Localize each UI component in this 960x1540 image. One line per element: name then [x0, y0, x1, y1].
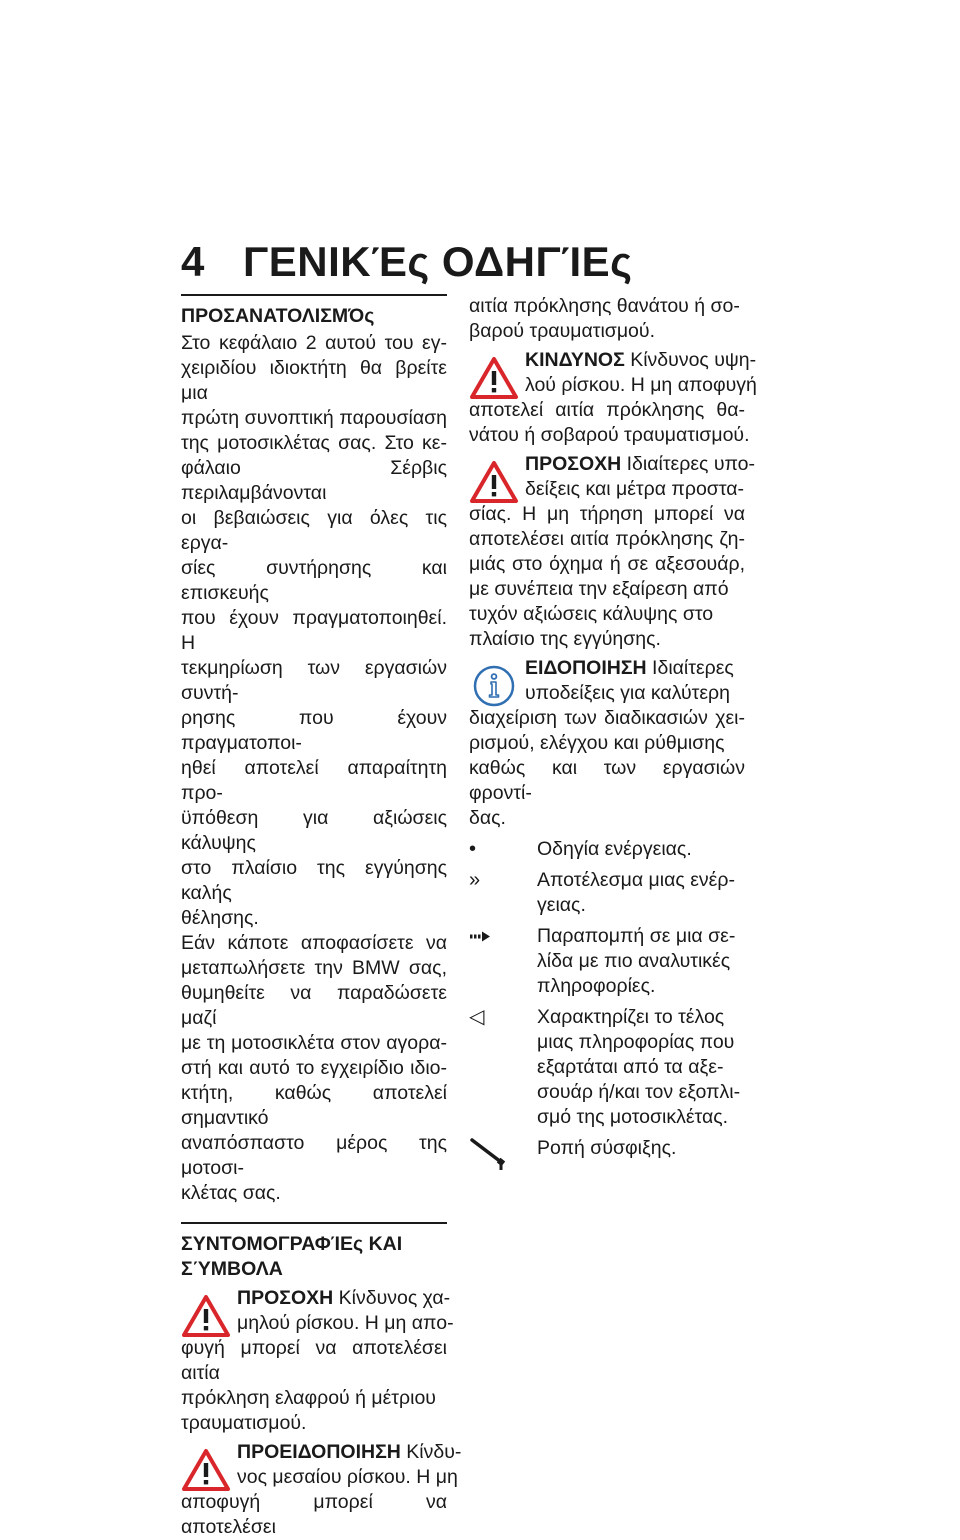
- chapter-number: 4: [181, 238, 205, 285]
- info-icon: [469, 664, 519, 708]
- text-line: ρησης που έχουν πραγματοποι-: [181, 707, 447, 754]
- end-marker-triangle-icon: ◁: [469, 1006, 485, 1028]
- note-line: λού ρίσκου. Η μη αποφυγή: [525, 374, 757, 396]
- note-label: ΠΡΟΣΟΧΗ: [237, 1287, 334, 1309]
- note-line: μιάς στο όχημα ή σε αξεσουάρ,: [469, 553, 745, 575]
- legend-text: μιας πληροφορίας που: [537, 1031, 735, 1053]
- note-warning: [181, 1440, 462, 1540]
- text-line: με τη μοτοσικλέτα στον αγορα-: [181, 1032, 447, 1054]
- note-line: πρόκληση ελαφρού ή μέτριου: [181, 1387, 436, 1409]
- text-line: ηθεί αποτελεί απαραίτητη προ-: [181, 757, 447, 804]
- bullet-icon: •: [469, 838, 477, 860]
- text-line: σίες συντήρησης και επισκευής: [181, 557, 447, 604]
- legend-text: σμό της μοτοσικλέτας.: [537, 1106, 729, 1128]
- text-line: ϋπόθεση για αξιώσεις κάλυψης: [181, 807, 447, 854]
- note-line: καθώς και των εργασιών φροντί-: [469, 757, 745, 804]
- note-line: σίας. Η μη τήρηση μπορεί να: [469, 503, 745, 525]
- legend-item-page-reference: [469, 924, 745, 999]
- text-line: τεκμηρίωση των εργασιών συντή-: [181, 657, 447, 704]
- note-line: νος μεσαίου ρίσκου. Η μη: [237, 1466, 458, 1488]
- legend-text: Ροπή σύσφιξης.: [537, 1137, 677, 1159]
- note-line: πλαίσιο της εγγύησης.: [469, 628, 661, 650]
- note-line: τυχόν αξιώσεις κάλυψης στο: [469, 603, 714, 625]
- left-column: [181, 294, 462, 1540]
- legend-text: Παραπομπή σε μια σε-: [537, 925, 736, 947]
- legend-item-accessory-end: [469, 1005, 745, 1130]
- note-line: δείξεις και μέτρα προστα-: [525, 478, 745, 500]
- section-title-line: ΣΎΜΒΟΛΑ: [181, 1258, 283, 1280]
- note-line: αποτελεί αιτία πρόκλησης θα-: [469, 399, 745, 421]
- text-line: θέλησης.: [181, 907, 259, 929]
- note-line: ρισμού, ελέγχου και ρύθμισης: [469, 732, 725, 754]
- note-text: Ιδιαίτερες υπο-: [621, 453, 756, 475]
- text-line: της μοτοσικλέτας σας. Στο κε-: [181, 432, 447, 454]
- warning-triangle-icon: [181, 1448, 231, 1492]
- note-caution: [181, 1286, 454, 1436]
- note-text: Κίνδυνος υψη-: [624, 349, 757, 371]
- note-line: φυγή μπορεί να αποτελέσει αιτία: [181, 1337, 447, 1384]
- note-line: διαχείριση των διαδικασιών χει-: [469, 707, 745, 729]
- text-line: Στο κεφάλαιο 2 αυτού του εγ-: [181, 332, 447, 354]
- legend-text: λίδα με πιο αναλυτικές: [537, 950, 731, 972]
- note-line: αποτελέσει αιτία πρόκλησης ζη-: [469, 528, 745, 550]
- note-attention: [469, 452, 756, 652]
- note-label: ΠΡΟΣΟΧΗ: [525, 453, 622, 475]
- legend-text: Αποτέλεσμα μιας ενέρ-: [537, 869, 735, 891]
- note-text: Κίνδυ-: [400, 1441, 462, 1463]
- text-line: θυμηθείτε να παραδώσετε μαζί: [181, 982, 447, 1029]
- legend-text: εξαρτάται από τα αξε-: [537, 1056, 724, 1078]
- text-line: κτήτη, καθώς αποτελεί σημαντικό: [181, 1082, 447, 1129]
- note-line: βαρού τραυματισμού.: [469, 320, 655, 342]
- legend-text: Χαρακτηρίζει το τέλος: [537, 1006, 725, 1028]
- chapter-title: ΓΕΝΙΚΈς ΟΔΗΓΊΕς: [243, 238, 633, 285]
- section-title-orientation: ΠΡΟΣΑΝΑΤΟΛΙΣΜΌς: [181, 305, 375, 327]
- note-text: Κίνδυνος χα-: [333, 1287, 451, 1309]
- text-line: χειριδίου ιδιοκτήτη θα βρείτε μια: [181, 357, 447, 404]
- legend-text: γειας.: [537, 894, 586, 916]
- note-label: ΕΙΔΟΠΟΙΗΣΗ: [525, 657, 647, 679]
- text-line: μεταπωλήσετε την BMW σας,: [181, 957, 447, 979]
- result-arrow-icon: »: [469, 869, 481, 891]
- note-text: Ιδιαίτερες: [646, 657, 734, 679]
- section-rule: [181, 294, 447, 296]
- note-label: ΠΡΟΕΙΔΟΠΟΙΗΣΗ: [237, 1441, 401, 1463]
- legend-text: Οδηγία ενέργειας.: [537, 838, 692, 860]
- text-line: οι βεβαιώσεις για όλες τις εργα-: [181, 507, 447, 554]
- section-title-line: ΣΥΝΤΟΜΟΓΡΑΦΊΕς ΚΑΙ: [181, 1233, 403, 1255]
- text-line: φάλαιο Σέρβις περιλαμβάνονται: [181, 457, 447, 504]
- warning-triangle-icon: [469, 460, 519, 504]
- text-line: αναπόσπαστο μέρος της μοτοσι-: [181, 1132, 447, 1179]
- note-label: ΚΙΝΔΥΝΟΣ: [525, 349, 625, 371]
- note-line: δας.: [469, 807, 506, 829]
- legend-item-torque: [469, 1136, 745, 1161]
- warning-triangle-icon: [181, 1294, 231, 1338]
- note-line: αποφυγή μπορεί να αποτελέσει: [181, 1491, 447, 1538]
- legend-text: πληροφορίες.: [537, 975, 656, 997]
- text-line: Εάν κάποτε αποφασίσετε να: [181, 932, 447, 954]
- legend-text: σουάρ ή/και τον εξοπλι-: [537, 1081, 741, 1103]
- note-line: νάτου ή σοβαρού τραυματισμού.: [469, 424, 750, 446]
- page-reference-arrow-icon: [469, 924, 519, 949]
- torque-wrench-icon: [469, 1136, 519, 1161]
- text-line: στο πλαίσιο της εγγύησης καλής: [181, 857, 447, 904]
- note-danger: [469, 348, 757, 448]
- right-column: [469, 294, 757, 1161]
- legend-item-action: [469, 837, 745, 862]
- text-line: που έχουν πραγματοποιηθεί. Η: [181, 607, 447, 654]
- note-line: αιτία πρόκλησης θανάτου ή σο-: [469, 295, 740, 317]
- section-rule: [181, 1222, 447, 1224]
- text-line: πρώτη συνοπτική παρουσίαση: [181, 407, 447, 429]
- text-line: στή και αυτό το εγχειρίδιο ιδιο-: [181, 1057, 447, 1079]
- note-line: με συνέπεια την εξαίρεση από: [469, 578, 729, 600]
- note-line: υποδείξεις για καλύτερη: [525, 682, 730, 704]
- section-title-symbols: [181, 1232, 447, 1282]
- note-line: τραυματισμού.: [181, 1412, 307, 1434]
- chapter-heading: [181, 238, 632, 286]
- note-notice: [469, 656, 745, 831]
- legend-item-result: [469, 868, 745, 918]
- warning-continuation: [469, 294, 745, 344]
- intro-paragraph: [181, 331, 447, 931]
- note-line: μηλού ρίσκου. Η μη απο-: [237, 1312, 454, 1334]
- warning-triangle-icon: [469, 356, 519, 400]
- resale-paragraph: [181, 931, 447, 1206]
- text-line: κλέτας σας.: [181, 1182, 281, 1204]
